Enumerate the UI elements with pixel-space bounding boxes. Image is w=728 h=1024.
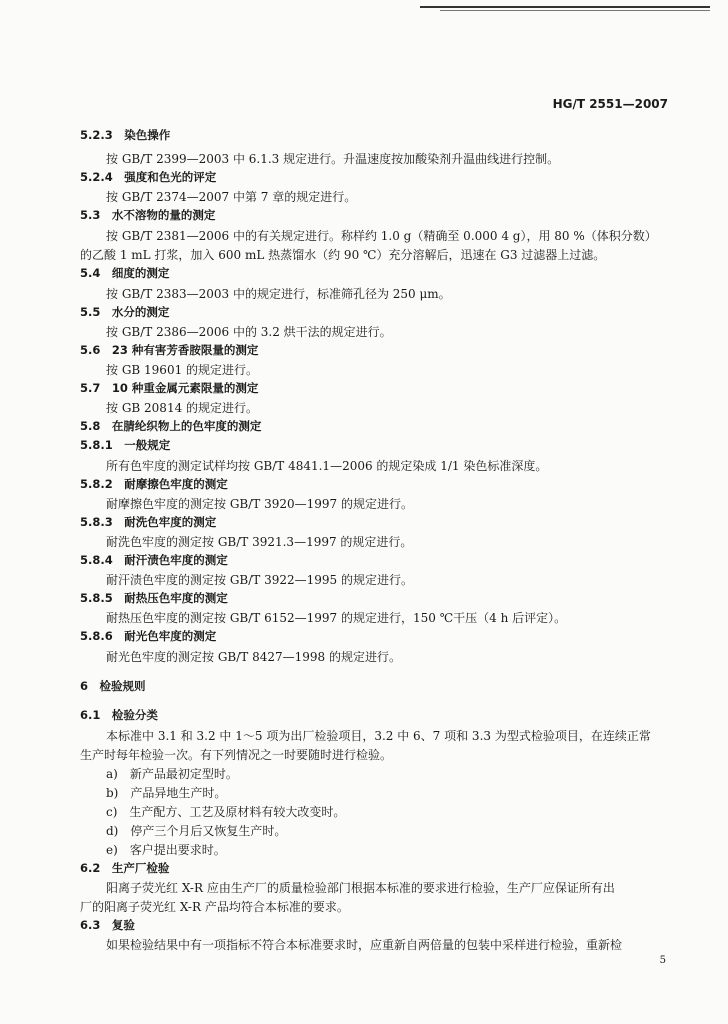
section-heading: 5.8 在腈纶织物上的色牢度的测定 [80, 419, 262, 433]
section-heading: 5.6 23 种有害芳香胺限量的测定 [80, 343, 259, 357]
paragraph-line: 阳离子荧光红 X-R 应由生产厂的质量检验部门根据本标准的要求进行检验，生产厂应保证所有出 [106, 881, 615, 895]
section-heading: 6.2 生产厂检验 [80, 861, 170, 875]
top-rule [420, 6, 710, 8]
paragraph-line: 按 GB/T 2381—2006 中的有关规定进行。称样约 1.0 g（精确至 0.000 4 g），用 80 %（体积分数） [106, 229, 657, 243]
paragraph-line: 的乙酸 1 mL 打浆，加入 600 mL 热蒸馏水（约 90 ℃）充分溶解后，迅速在 G3 过滤器上过滤。 [80, 248, 606, 262]
chapter-heading: 6 检验规则 [80, 679, 146, 693]
section-heading: 5.4 细度的测定 [80, 266, 170, 280]
paragraph-line: 按 GB/T 2386—2006 中的 3.2 烘干法的规定进行。 [106, 325, 392, 339]
paragraph-line: 如果检验结果中有一项指标不符合本标准要求时，应重新自两倍量的包装中采样进行检验，重新检 [106, 938, 623, 952]
list-item: c) 生产配方、工艺及原材料有较大改变时。 [106, 805, 346, 819]
section-heading: 5.2.4 强度和色光的评定 [80, 170, 217, 184]
paragraph-line: 生产时每年检验一次。有下列情况之一时要随时进行检验。 [80, 748, 393, 762]
top-rule-secondary [440, 10, 710, 11]
page-number: 5 [659, 955, 666, 966]
section-heading: 5.3 水不溶物的量的测定 [80, 208, 216, 222]
standard-code: HG/T 2551—2007 [552, 97, 668, 111]
paragraph-line: 按 GB/T 2374—2007 中第 7 章的规定进行。 [106, 190, 357, 204]
list-item: e) 客户提出要求时。 [106, 843, 226, 857]
paragraph-line: 厂的阳离子荧光红 X-R 产品均符合本标准的要求。 [80, 900, 349, 914]
section-heading: 6.3 复验 [80, 918, 135, 932]
paragraph-line: 耐摩擦色牢度的测定按 GB/T 3920—1997 的规定进行。 [106, 497, 413, 511]
subsection-heading: 5.8.6 耐光色牢度的测定 [80, 629, 217, 643]
section-heading: 5.5 水分的测定 [80, 305, 170, 319]
paragraph-line: 耐光色牢度的测定按 GB/T 8427—1998 的规定进行。 [106, 650, 401, 664]
paragraph-line: 耐热压色牢度的测定按 GB/T 6152—1997 的规定进行，150 ℃干压（4 h 后评定）。 [106, 611, 567, 625]
paragraph-line: 耐洗色牢度的测定按 GB/T 3921.3—1997 的规定进行。 [106, 535, 413, 549]
list-item: d) 停产三个月后又恢复生产时。 [106, 824, 287, 838]
subsection-heading: 5.8.1 一般规定 [80, 438, 171, 452]
subsection-heading: 5.8.4 耐汗渍色牢度的测定 [80, 553, 228, 567]
list-item: a) 新产品最初定型时。 [106, 767, 238, 781]
paragraph-line: 耐汗渍色牢度的测定按 GB/T 3922—1995 的规定进行。 [106, 573, 413, 587]
paragraph-line: 按 GB 20814 的规定进行。 [106, 401, 259, 415]
subsection-heading: 5.8.3 耐洗色牢度的测定 [80, 515, 217, 529]
section-heading: 5.2.3 染色操作 [80, 128, 171, 142]
paragraph-line: 按 GB/T 2383—2003 中的规定进行，标准筛孔径为 250 μm。 [106, 287, 451, 301]
paragraph-line: 所有色牢度的测定试样均按 GB/T 4841.1—2006 的规定染成 1/1 染色标准深度。 [106, 459, 548, 473]
subsection-heading: 5.8.5 耐热压色牢度的测定 [80, 591, 228, 605]
paragraph-line: 本标准中 3.1 和 3.2 中 1～5 项为出厂检验项目，3.2 中 6、7 项和 3.3 为型式检验项目，在连续正常 [106, 729, 651, 743]
list-item: b) 产品异地生产时。 [106, 786, 227, 800]
paragraph-line: 按 GB 19601 的规定进行。 [106, 363, 259, 377]
paragraph-line: 按 GB/T 2399—2003 中 6.1.3 规定进行。升温速度按加酸染剂升温曲线进行控制。 [106, 152, 560, 166]
section-heading: 5.7 10 种重金属元素限量的测定 [80, 381, 259, 395]
section-heading: 6.1 检验分类 [80, 708, 158, 722]
subsection-heading: 5.8.2 耐摩擦色牢度的测定 [80, 477, 228, 491]
